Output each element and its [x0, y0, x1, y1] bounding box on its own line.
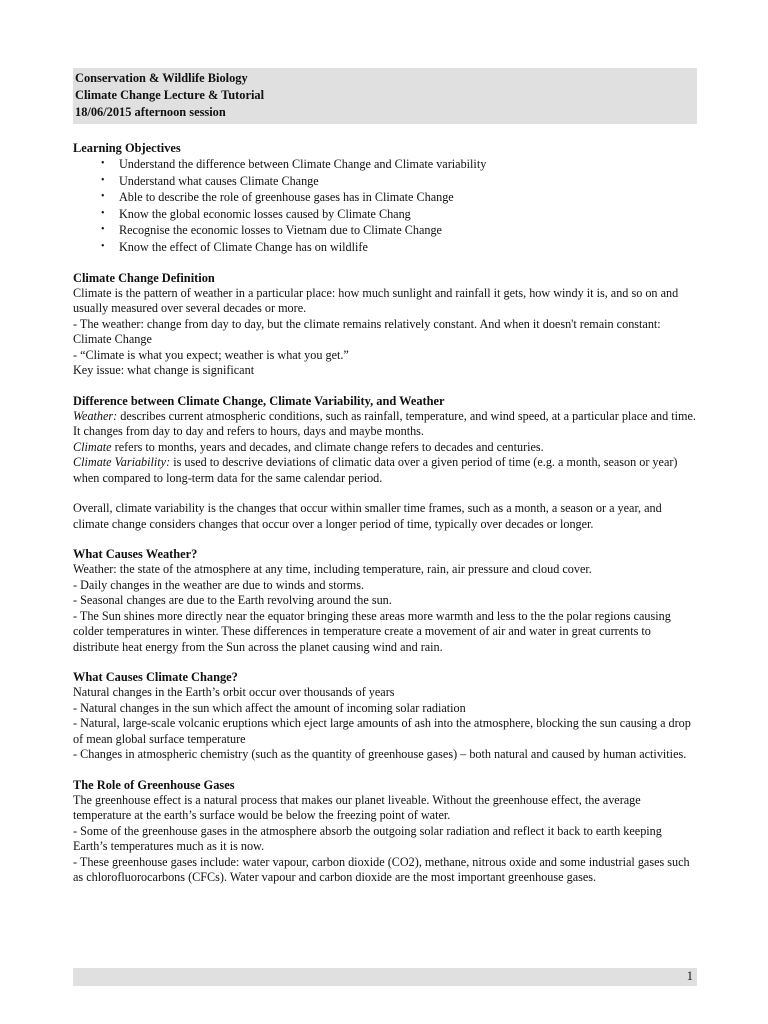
paragraph: Natural changes in the Earth’s orbit occur over thousands of years	[73, 685, 395, 700]
section-heading: Learning Objectives	[73, 141, 181, 155]
list-item: • Know the effect of Climate Change has on wildlife	[101, 239, 368, 254]
session-date: 18/06/2015 afternoon session	[75, 105, 226, 119]
section-heading: Climate Change Definition	[73, 270, 215, 285]
paragraph: - Natural changes in the sun which affect the amount of incoming solar radiation	[73, 700, 466, 715]
paragraph: Climate Variability: is used to descrive deviations of climatic data over a given period of time (e.g. a month, season or year) when compared to long-term data for the same calendar period.	[73, 455, 678, 485]
section-heading: Difference between Climate Change, Climate Variability, and Weather	[73, 393, 445, 408]
paragraph: - Natural, large-scale volcanic eruptions which eject large amounts of ash into the atmosphere, blocking the sun causing a drop of mean global surface temperature	[73, 716, 691, 746]
course-title: Conservation & Wildlife Biology	[75, 71, 248, 85]
paragraph: - Seasonal changes are due to the Earth revolving around the sun.	[73, 593, 392, 608]
definition-section	[73, 270, 697, 379]
bullet-icon: •	[101, 191, 105, 203]
paragraph: - Daily changes in the weather are due to winds and storms.	[73, 577, 365, 592]
climate-causes-section	[73, 669, 697, 763]
page-footer	[73, 968, 697, 986]
paragraph: Climate refers to months, years and decades, and climate change refers to decades and centuries.	[73, 439, 544, 454]
weather-causes-section	[73, 546, 697, 655]
term-climate: Climate	[73, 439, 112, 454]
paragraph: Overall, climate variability is the changes that occur within smaller time frames, such as a month, a season or a year, and climate change considers changes that occur over a longer period of time, typically over decades or longer.	[73, 501, 662, 531]
paragraph: Weather: the state of the atmosphere at any time, including temperature, rain, air pressure and cloud cover.	[73, 562, 592, 577]
bullet-icon: •	[101, 240, 105, 252]
bullet-icon: •	[101, 158, 105, 169]
greenhouse-section	[73, 777, 697, 886]
list-item: • Know the global economic losses caused by Climate Chang	[101, 206, 411, 221]
paragraph: - Changes in atmospheric chemistry (such as the quantity of greenhouse gases) – both natural and caused by human activities.	[73, 747, 687, 762]
term-weather: Weather:	[73, 408, 118, 423]
section-heading: The Role of Greenhouse Gases	[73, 777, 235, 792]
paragraph: - The Sun shines more directly near the equator bringing these areas more warmth and less to the the polar regions causing colder temperatures in winter. These differences in temperature create a movement of air and water in great currents to distribute heat energy from the Sun across the planet causing wind and rain.	[73, 608, 671, 654]
document-page	[73, 68, 697, 900]
list-item: • Able to describe the role of greenhouse gases has in Climate Change	[101, 190, 454, 205]
paragraph: The greenhouse effect is a natural process that makes our planet liveable. Without the greenhouse effect, the average temperature at the earth’s surface would be below the freezing point of water.	[73, 792, 641, 823]
list-item: • Understand the difference between Climate Change and Climate variability	[101, 157, 487, 171]
paragraph: Key issue: what change is significant	[73, 363, 255, 378]
bullet-icon: •	[101, 224, 105, 236]
paragraph: - Some of the greenhouse gases in the atmosphere absorb the outgoing solar radiation and reflect it back to earth keeping Earth’s temperatures much as it is now.	[73, 823, 662, 854]
list-item: • Understand what causes Climate Change	[101, 173, 319, 188]
paragraph: - These greenhouse gases include: water vapour, carbon dioxide (CO2), methane, nitrous oxide and some industrial gases such as chlorofluorocarbons (CFCs). Water vapour and carbon dioxide are the most important greenhouse gases.	[73, 854, 690, 885]
paragraph: - The weather: change from day to day, but the climate remains relatively constant. And when it doesn't remain constant: Climate Change	[73, 316, 661, 347]
bullet-icon: •	[101, 174, 105, 186]
bullet-icon: •	[101, 207, 105, 219]
difference-section	[73, 393, 697, 533]
paragraph: - “Climate is what you expect; weather is what you get.”	[73, 347, 349, 362]
section-heading: What Causes Weather?	[73, 547, 198, 562]
paragraph: Weather: describes current atmospheric conditions, such as rainfall, temperature, and wind speed, at a particular place and time. It changes from day to day and refers to hours, days and maybe months.	[73, 408, 696, 439]
list-item: • Recognise the economic losses to Vietnam due to Climate Change	[101, 223, 442, 238]
page-number: 1	[686, 969, 693, 983]
term-climate-variability: Climate Variability:	[73, 455, 171, 470]
document-header	[73, 68, 697, 124]
objectives-list	[73, 156, 697, 256]
learning-objectives-section	[73, 140, 697, 256]
lecture-title: Climate Change Lecture & Tutorial	[75, 88, 265, 102]
paragraph: Climate is the pattern of weather in a particular place: how much sunlight and rainfall it gets, how windy it is, and so on and usually measured over several decades or more.	[73, 285, 679, 316]
section-heading: What Causes Climate Change?	[73, 670, 238, 685]
